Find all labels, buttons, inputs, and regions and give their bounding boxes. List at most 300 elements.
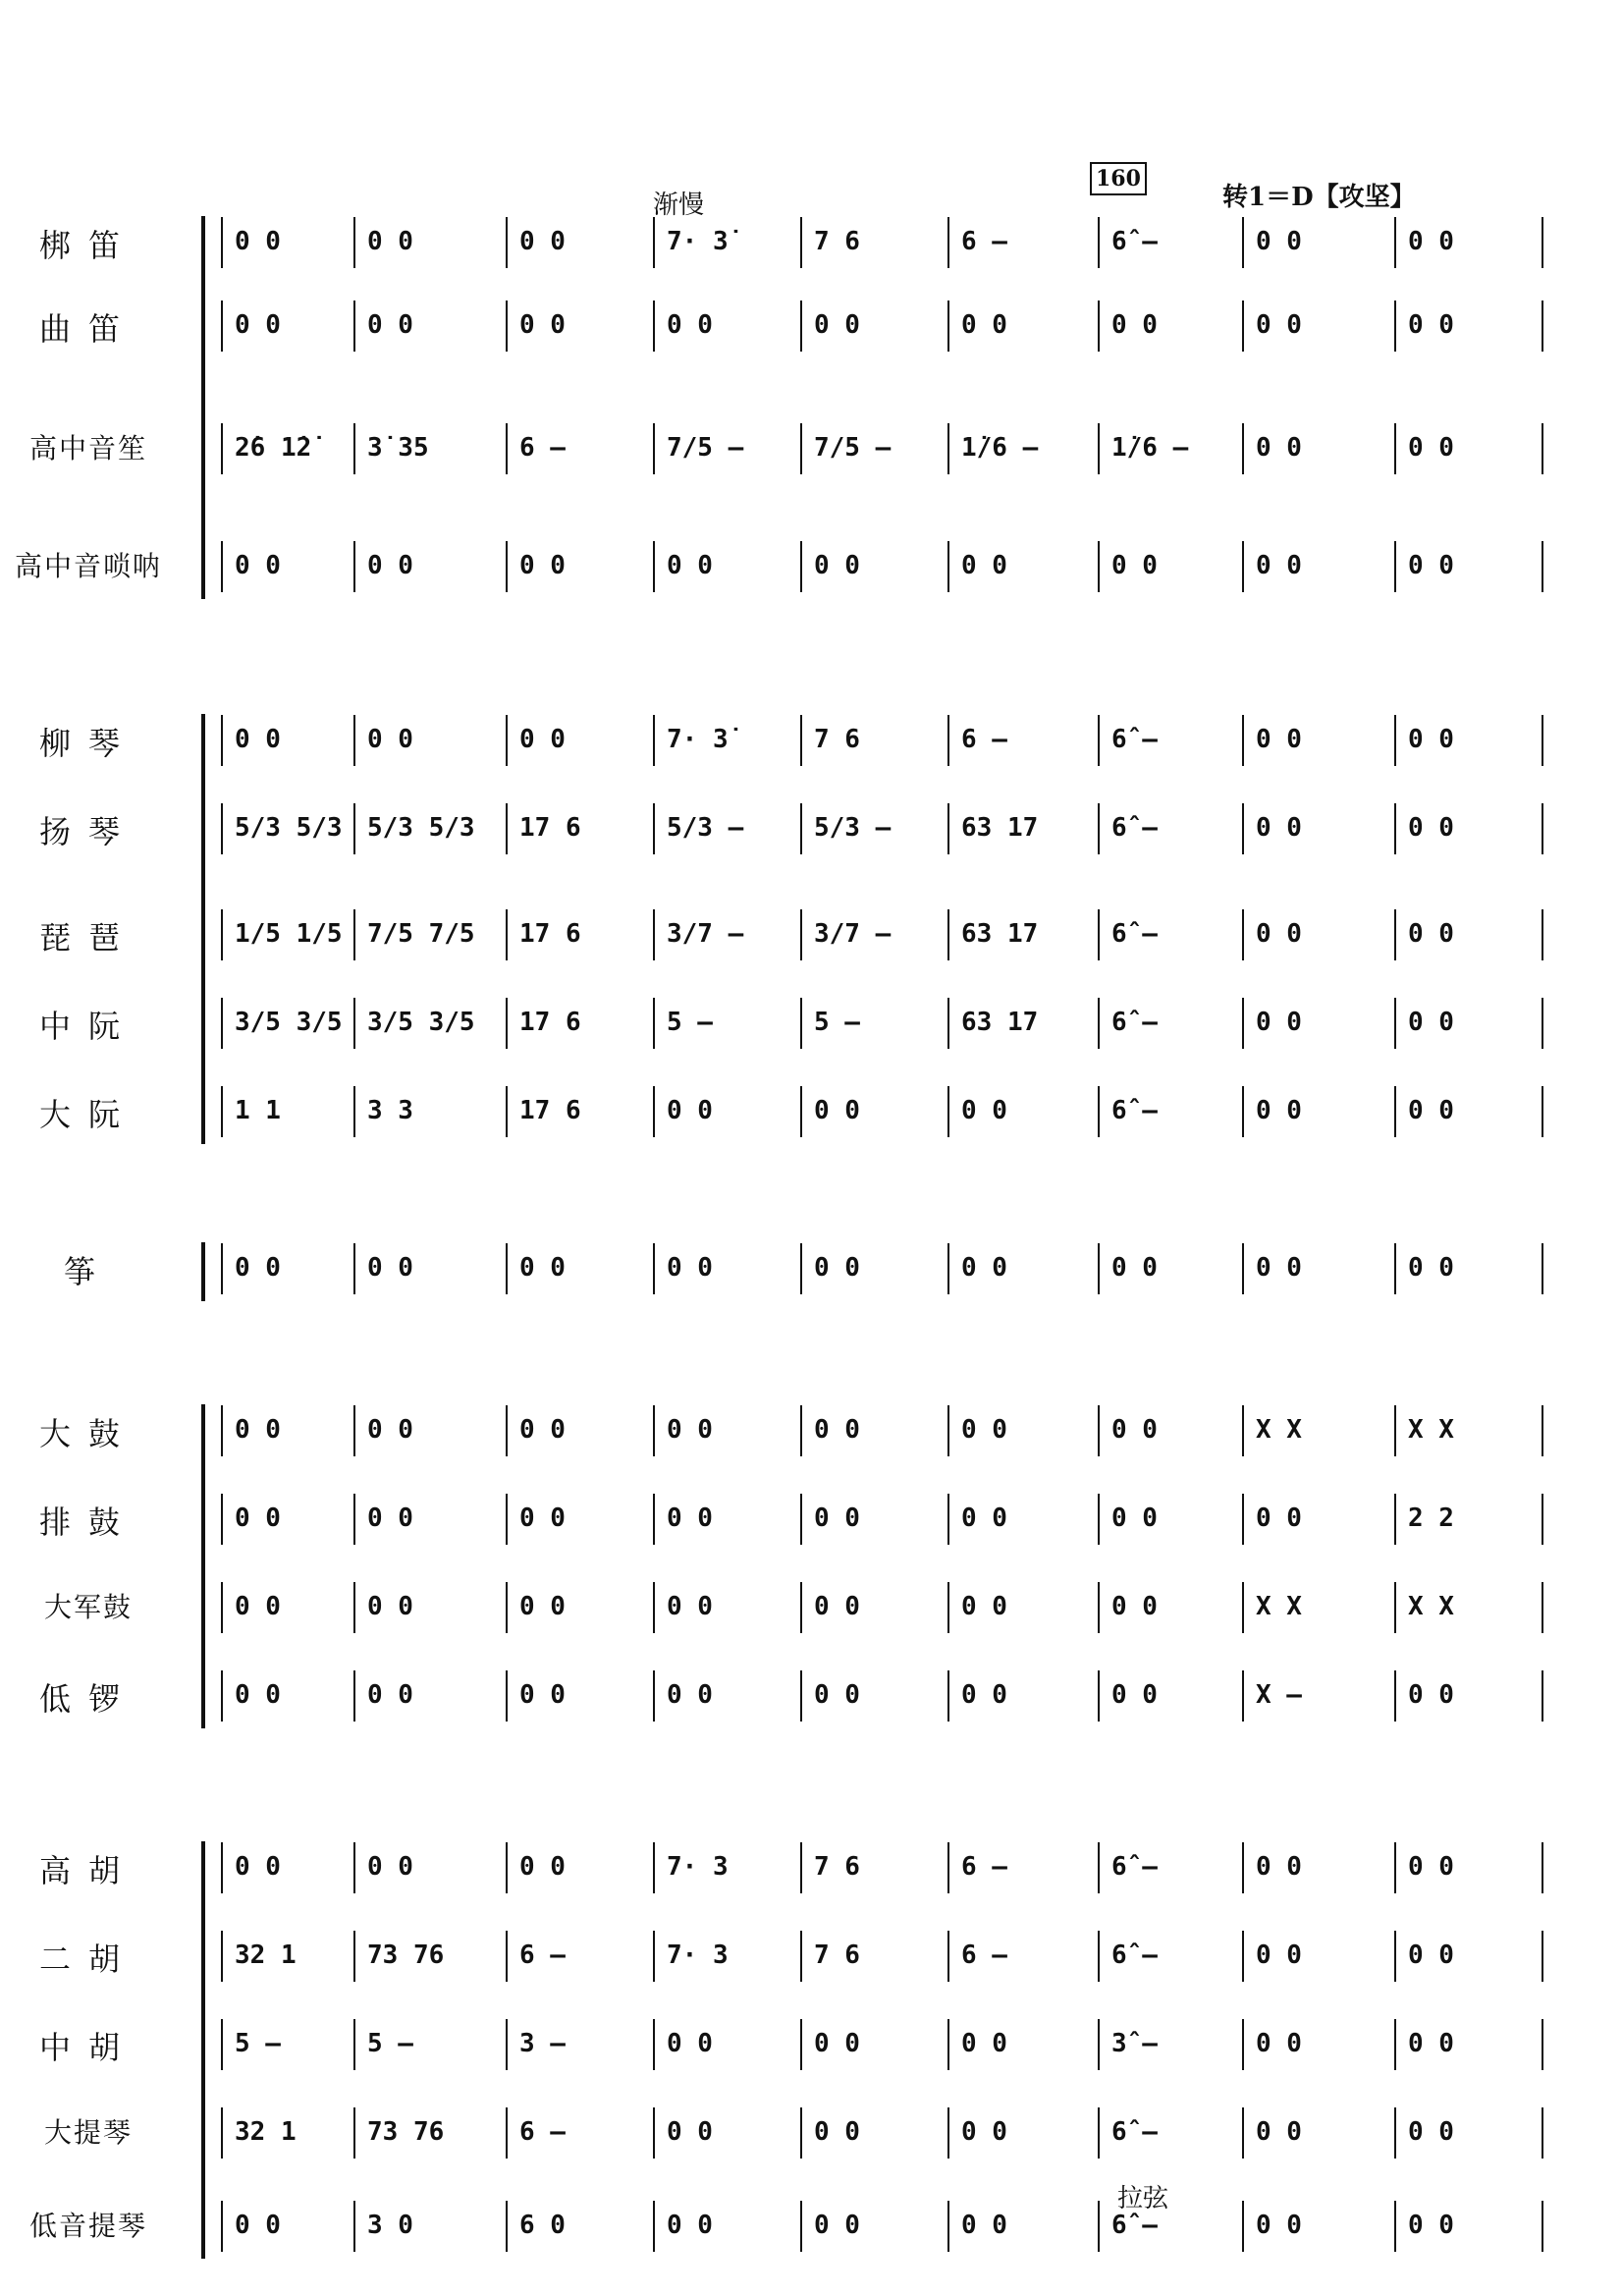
barline: [1242, 2019, 1244, 2070]
barline: [1242, 1405, 1244, 1456]
measure: 0 0: [667, 1415, 713, 1445]
barline: [353, 1086, 355, 1137]
measure: 6̂ –: [1111, 725, 1158, 754]
measure: 0 0: [667, 551, 713, 580]
measure: 0 0: [961, 2211, 1007, 2240]
barline: [947, 1582, 949, 1633]
measure: 63 17: [961, 813, 1039, 843]
measure: 3̂ –: [1111, 2029, 1158, 2058]
system-bracket: [201, 1841, 205, 2259]
rehearsal-mark: 160: [1090, 162, 1147, 195]
barline: [1394, 1405, 1396, 1456]
measure: 0 0: [814, 1592, 860, 1621]
barline: [221, 803, 223, 854]
barline: [1542, 998, 1543, 1049]
barline: [506, 1582, 508, 1633]
barline: [800, 909, 802, 960]
barline: [947, 1243, 949, 1294]
barline: [1242, 1670, 1244, 1722]
instrument-label: 大鼓: [38, 1415, 137, 1452]
measure: 6̂ –: [1111, 813, 1158, 843]
barline: [1242, 301, 1244, 352]
measure: 0 0: [367, 227, 413, 256]
measure: 0 0: [1408, 2211, 1454, 2240]
measure: 0 0: [1408, 433, 1454, 463]
barline: [506, 715, 508, 766]
barline: [221, 1086, 223, 1137]
barline: [1098, 803, 1100, 854]
measure: 0 0: [1408, 1096, 1454, 1125]
barline: [1242, 2107, 1244, 2159]
barline: [1542, 1582, 1543, 1633]
measure: 0 0: [961, 1503, 1007, 1533]
barline: [653, 423, 655, 474]
measure: 7 6: [814, 725, 860, 754]
instrument-label: 琵琶: [38, 919, 137, 957]
barline: [800, 2201, 802, 2252]
barline: [1098, 2107, 1100, 2159]
instrument-label: 大阮: [38, 1096, 137, 1133]
measure: 5 –: [814, 1008, 860, 1037]
measure: 1̇/6 –: [1111, 433, 1189, 463]
instrument-label: 筝: [63, 1253, 113, 1290]
measure: 7· 3: [667, 1852, 729, 1882]
measure: 7· 3̇: [667, 725, 729, 754]
barline: [947, 1670, 949, 1722]
barline: [1098, 217, 1100, 268]
measure: 0 0: [961, 2029, 1007, 2058]
measure: 6̂ –: [1111, 2117, 1158, 2147]
barline: [353, 1670, 355, 1722]
barline: [947, 1842, 949, 1893]
measure: 1/5 1/5: [235, 919, 343, 949]
measure: 6̂ –: [1111, 1008, 1158, 1037]
barline: [1394, 715, 1396, 766]
barline: [653, 909, 655, 960]
barline: [353, 998, 355, 1049]
barline: [353, 2201, 355, 2252]
barline: [221, 715, 223, 766]
barline: [653, 998, 655, 1049]
barline: [1242, 803, 1244, 854]
measure: 3/5 3/5: [235, 1008, 343, 1037]
measure: 73 76: [367, 2117, 445, 2147]
barline: [1394, 423, 1396, 474]
barline: [353, 423, 355, 474]
measure: 6 –: [961, 1941, 1007, 1970]
barline: [1242, 998, 1244, 1049]
measure: 0 0: [235, 1852, 281, 1882]
barline: [1242, 1582, 1244, 1633]
measure: 17 6: [519, 813, 581, 843]
measure: 0 0: [961, 1592, 1007, 1621]
measure: 5 –: [667, 1008, 713, 1037]
measure: 7· 3̇: [667, 227, 729, 256]
measure: 0 0: [814, 1096, 860, 1125]
measure: 6 –: [961, 227, 1007, 256]
measure: 7· 3: [667, 1941, 729, 1970]
barline: [221, 998, 223, 1049]
barline: [653, 1086, 655, 1137]
barline: [800, 301, 802, 352]
barline: [653, 217, 655, 268]
barline: [1242, 909, 1244, 960]
measure: 5/3 5/3: [235, 813, 343, 843]
measure: 0 0: [1256, 1008, 1302, 1037]
measure: 0 0: [235, 1680, 281, 1710]
measure: 0 0: [961, 2117, 1007, 2147]
barline: [653, 1842, 655, 1893]
barline: [1242, 423, 1244, 474]
instrument-label: 低音提琴: [28, 2210, 147, 2242]
measure: 6̂ –: [1111, 919, 1158, 949]
measure: 0 0: [1408, 1253, 1454, 1283]
instrument-label: 二胡: [38, 1941, 137, 1978]
measure: 3 –: [519, 2029, 566, 2058]
barline: [653, 1243, 655, 1294]
barline: [506, 1086, 508, 1137]
barline: [353, 1931, 355, 1982]
measure: 0 0: [961, 1415, 1007, 1445]
measure: 0 0: [1408, 551, 1454, 580]
measure: 0 0: [235, 551, 281, 580]
barline: [506, 2201, 508, 2252]
barline: [221, 1405, 223, 1456]
barline: [1394, 998, 1396, 1049]
measure: 17 6: [519, 919, 581, 949]
measure: 0 0: [519, 725, 566, 754]
measure: 7 6: [814, 227, 860, 256]
measure: 0 0: [367, 1415, 413, 1445]
barline: [947, 715, 949, 766]
barline: [353, 301, 355, 352]
measure: 0 0: [519, 310, 566, 340]
measure: 0 0: [367, 1680, 413, 1710]
barline: [1542, 715, 1543, 766]
barline: [947, 998, 949, 1049]
measure: 0 0: [814, 2211, 860, 2240]
barline: [1542, 2107, 1543, 2159]
barline: [221, 541, 223, 592]
barline: [1242, 1931, 1244, 1982]
barline: [947, 301, 949, 352]
barline: [947, 1494, 949, 1545]
barline: [506, 1842, 508, 1893]
barline: [1542, 423, 1543, 474]
measure: 0 0: [1111, 1253, 1158, 1283]
barline: [221, 1670, 223, 1722]
instrument-label: 扬琴: [38, 813, 137, 850]
barline: [1098, 541, 1100, 592]
barline: [653, 301, 655, 352]
measure: 0 0: [814, 551, 860, 580]
measure: 5 –: [367, 2029, 413, 2058]
measure: 0 0: [814, 310, 860, 340]
measure: 3/7 –: [814, 919, 892, 949]
measure: 0 0: [667, 310, 713, 340]
measure: 0 0: [235, 1592, 281, 1621]
measure: 0 0: [1256, 919, 1302, 949]
measure: 0 0: [1111, 551, 1158, 580]
measure: X X: [1256, 1592, 1302, 1621]
barline: [1098, 301, 1100, 352]
measure: 0 0: [1256, 2117, 1302, 2147]
barline: [800, 2107, 802, 2159]
barline: [1542, 1670, 1543, 1722]
barline: [1394, 1243, 1396, 1294]
barline: [506, 423, 508, 474]
measure: 0 0: [367, 725, 413, 754]
measure: 0 0: [667, 1096, 713, 1125]
barline: [221, 1842, 223, 1893]
system-bracket: [201, 1404, 205, 1728]
instrument-label: 柳琴: [38, 725, 137, 762]
instrument-label: 排鼓: [38, 1503, 137, 1541]
barline: [1098, 1086, 1100, 1137]
barline: [800, 217, 802, 268]
instrument-label: 曲笛: [38, 310, 137, 348]
measure: 0 0: [1256, 1852, 1302, 1882]
measure: 1 1: [235, 1096, 281, 1125]
barline: [221, 2201, 223, 2252]
measure: 0 0: [235, 227, 281, 256]
measure: 0 0: [1256, 725, 1302, 754]
barline: [1098, 1670, 1100, 1722]
measure: 7/5 –: [667, 433, 744, 463]
barline: [1542, 301, 1543, 352]
barline: [506, 301, 508, 352]
measure: 0 0: [519, 1415, 566, 1445]
measure: 0 0: [814, 1680, 860, 1710]
barline: [653, 541, 655, 592]
measure: 6 –: [519, 1941, 566, 1970]
barline: [1394, 1842, 1396, 1893]
measure: 6 –: [961, 1852, 1007, 1882]
barline: [353, 909, 355, 960]
measure: 6̂ –: [1111, 1941, 1158, 1970]
measure: 6̂ –: [1111, 227, 1158, 256]
key-change: 转1＝D【攻坚】: [1222, 183, 1416, 212]
barline: [1542, 1405, 1543, 1456]
measure: 0 0: [1256, 1941, 1302, 1970]
barline: [1242, 1494, 1244, 1545]
barline: [353, 715, 355, 766]
measure: 0 0: [1111, 310, 1158, 340]
barline: [1242, 2201, 1244, 2252]
measure: 0 0: [235, 1253, 281, 1283]
barline: [221, 1582, 223, 1633]
barline: [1394, 217, 1396, 268]
measure: 0 0: [1256, 551, 1302, 580]
measure: 6̂ –: [1111, 2211, 1158, 2240]
barline: [1098, 1582, 1100, 1633]
barline: [947, 1086, 949, 1137]
measure: 0 0: [667, 2029, 713, 2058]
measure: 0 0: [667, 1592, 713, 1621]
barline: [1098, 1494, 1100, 1545]
barline: [353, 1405, 355, 1456]
measure: 0 0: [1256, 1503, 1302, 1533]
barline: [506, 2107, 508, 2159]
barline: [800, 423, 802, 474]
barline: [800, 2019, 802, 2070]
barline: [1394, 541, 1396, 592]
measure: 0 0: [1256, 813, 1302, 843]
measure: 6 0: [519, 2211, 566, 2240]
barline: [1394, 1582, 1396, 1633]
barline: [353, 217, 355, 268]
measure: 0 0: [1408, 2029, 1454, 2058]
barline: [1098, 998, 1100, 1049]
measure: 0 0: [1408, 813, 1454, 843]
instrument-label: 中胡: [38, 2029, 137, 2066]
barline: [1394, 1494, 1396, 1545]
barline: [1394, 2019, 1396, 2070]
barline: [506, 1494, 508, 1545]
measure: 0 0: [1256, 2029, 1302, 2058]
measure: 0 0: [667, 1253, 713, 1283]
measure: 7 6: [814, 1941, 860, 1970]
measure: 17 6: [519, 1008, 581, 1037]
instrument-label: 高中音笙: [28, 432, 147, 465]
barline: [506, 2019, 508, 2070]
barline: [947, 2201, 949, 2252]
barline: [800, 1842, 802, 1893]
measure: 0 0: [1408, 1008, 1454, 1037]
measure: X X: [1408, 1592, 1454, 1621]
measure: 0 0: [519, 1503, 566, 1533]
barline: [1394, 803, 1396, 854]
measure: 0 0: [1256, 310, 1302, 340]
measure: 0 0: [519, 1680, 566, 1710]
barline: [1242, 217, 1244, 268]
measure: 0 0: [667, 1680, 713, 1710]
barline: [947, 1931, 949, 1982]
barline: [800, 1582, 802, 1633]
system-bracket: [201, 1242, 205, 1301]
extra-mark: 拉弦: [1117, 2184, 1169, 2214]
measure: 63 17: [961, 1008, 1039, 1037]
measure: 0 0: [519, 551, 566, 580]
barline: [653, 1405, 655, 1456]
measure: 63 17: [961, 919, 1039, 949]
barline: [353, 803, 355, 854]
barline: [1098, 909, 1100, 960]
measure: X –: [1256, 1680, 1302, 1710]
barline: [653, 2019, 655, 2070]
barline: [1542, 1086, 1543, 1137]
measure: 0 0: [1408, 310, 1454, 340]
measure: 0 0: [1256, 1096, 1302, 1125]
barline: [800, 1494, 802, 1545]
barline: [1098, 1931, 1100, 1982]
measure: X X: [1408, 1415, 1454, 1445]
barline: [221, 1931, 223, 1982]
barline: [506, 998, 508, 1049]
measure: 5/3 5/3: [367, 813, 475, 843]
measure: 3 0: [367, 2211, 413, 2240]
barline: [1394, 1931, 1396, 1982]
measure: 0 0: [667, 1503, 713, 1533]
measure: 0 0: [814, 2117, 860, 2147]
barline: [800, 715, 802, 766]
measure: 0 0: [1408, 1941, 1454, 1970]
measure: 0 0: [519, 1592, 566, 1621]
barline: [653, 803, 655, 854]
measure: 0 0: [1256, 1253, 1302, 1283]
instrument-label: 梆笛: [38, 227, 137, 264]
measure: 7/5 7/5: [367, 919, 475, 949]
measure: 0 0: [367, 1503, 413, 1533]
measure: 0 0: [1408, 227, 1454, 256]
barline: [947, 217, 949, 268]
barline: [506, 803, 508, 854]
measure: 5 –: [235, 2029, 281, 2058]
barline: [1542, 1494, 1543, 1545]
barline: [221, 2019, 223, 2070]
barline: [1542, 2201, 1543, 2252]
measure: 6̂ –: [1111, 1852, 1158, 1882]
measure: 0 0: [961, 310, 1007, 340]
barline: [506, 1405, 508, 1456]
barline: [1542, 2019, 1543, 2070]
barline: [800, 1243, 802, 1294]
barline: [506, 541, 508, 592]
barline: [1098, 1243, 1100, 1294]
barline: [1394, 909, 1396, 960]
barline: [800, 1931, 802, 1982]
instrument-label: 大军鼓: [43, 1591, 133, 1623]
barline: [221, 909, 223, 960]
measure: 0 0: [667, 2117, 713, 2147]
measure: 5/3 –: [814, 813, 892, 843]
barline: [1242, 1086, 1244, 1137]
measure: 0 0: [519, 1253, 566, 1283]
barline: [800, 1405, 802, 1456]
measure: 0 0: [1111, 1503, 1158, 1533]
system-bracket: [201, 714, 205, 1144]
barline: [221, 1243, 223, 1294]
measure: 0 0: [961, 551, 1007, 580]
barline: [506, 1670, 508, 1722]
measure: 3/5 3/5: [367, 1008, 475, 1037]
measure: 0 0: [367, 1592, 413, 1621]
measure: 0 0: [667, 2211, 713, 2240]
barline: [653, 1931, 655, 1982]
barline: [1542, 803, 1543, 854]
barline: [947, 1405, 949, 1456]
barline: [800, 803, 802, 854]
barline: [221, 1494, 223, 1545]
barline: [221, 217, 223, 268]
measure: 3/7 –: [667, 919, 744, 949]
measure: 5/3 –: [667, 813, 744, 843]
tempo-mark: 渐慢: [653, 191, 705, 220]
measure: 0 0: [235, 725, 281, 754]
barline: [947, 2019, 949, 2070]
measure: 0 0: [367, 310, 413, 340]
barline: [221, 2107, 223, 2159]
measure: 0 0: [519, 227, 566, 256]
barline: [353, 2107, 355, 2159]
barline: [1098, 1405, 1100, 1456]
barline: [653, 1670, 655, 1722]
measure: 0 0: [1256, 433, 1302, 463]
barline: [506, 909, 508, 960]
measure: 0 0: [961, 1680, 1007, 1710]
measure: 0 0: [235, 2211, 281, 2240]
barline: [1242, 1243, 1244, 1294]
